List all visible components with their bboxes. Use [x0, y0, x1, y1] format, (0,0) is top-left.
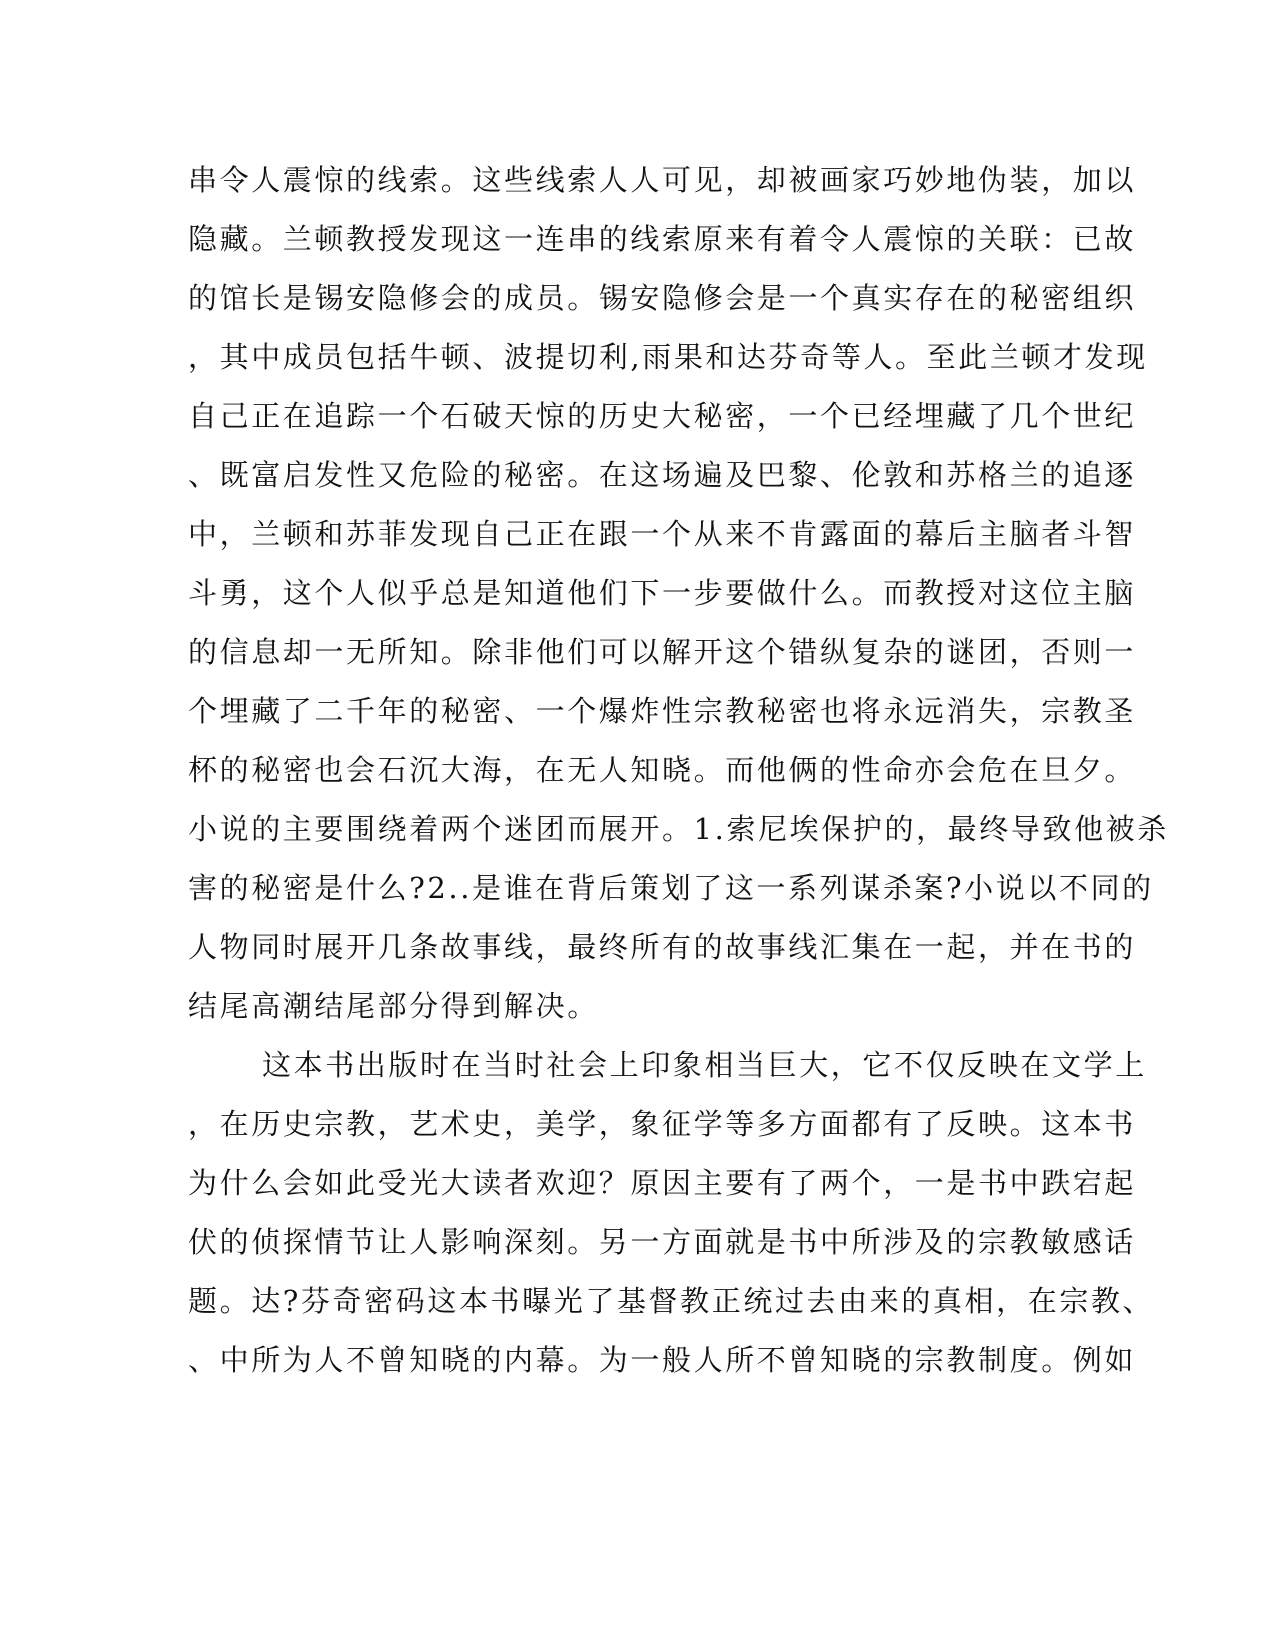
text-line: 题。达?芬奇密码这本书曝光了基督教正统过去由来的真相，在宗教、: [188, 1284, 1155, 1318]
text-line: 为什么会如此受光大读者欢迎？原因主要有了两个，一是书中跌宕起: [188, 1166, 1137, 1200]
text-line: 隐藏。兰顿教授发现这一连串的线索原来有着令人震惊的关联：已故: [188, 222, 1137, 256]
paragraph-first-line: 这本书出版时在当时社会上印象相当巨大，它不仅反映在文学上: [262, 1048, 1147, 1082]
text-line: 的馆长是锡安隐修会的成员。锡安隐修会是一个真实存在的秘密组织: [188, 281, 1137, 315]
text-line: 串令人震惊的线索。这些线索人人可见，却被画家巧妙地伪装，加以: [188, 163, 1137, 197]
text-line: 中，兰顿和苏菲发现自己正在跟一个从来不肯露面的幕后主脑者斗智: [188, 517, 1137, 551]
text-line: 伏的侦探情节让人影响深刻。另一方面就是书中所涉及的宗教敏感话: [188, 1225, 1137, 1259]
text-line: 杯的秘密也会石沉大海，在无人知晓。而他俩的性命亦会危在旦夕。: [188, 753, 1137, 787]
text-line: ，在历史宗教，艺术史，美学，象征学等多方面都有了反映。这本书: [188, 1107, 1137, 1141]
text-line: 小说的主要围绕着两个迷团而展开。1.索尼埃保护的，最终导致他被杀: [188, 812, 1169, 846]
text-line: 人物同时展开几条故事线，最终所有的故事线汇集在一起，并在书的: [188, 930, 1137, 964]
text-line: 结尾高潮结尾部分得到解决。: [188, 989, 599, 1023]
text-line: ，其中成员包括牛顿、波提切利,雨果和达芬奇等人。至此兰顿才发现: [188, 340, 1148, 374]
text-line: 的信息却一无所知。除非他们可以解开这个错纵复杂的谜团，否则一: [188, 635, 1137, 669]
text-line: 自己正在追踪一个石破天惊的历史大秘密，一个已经埋藏了几个世纪: [188, 399, 1137, 433]
text-line: 个埋藏了二千年的秘密、一个爆炸性宗教秘密也将永远消失，宗教圣: [188, 694, 1137, 728]
text-line: 斗勇，这个人似乎总是知道他们下一步要做什么。而教授对这位主脑: [188, 576, 1137, 610]
text-line: 、中所为人不曾知晓的内幕。为一般人所不曾知晓的宗教制度。例如: [188, 1343, 1137, 1377]
text-line: 害的秘密是什么?2..是谁在背后策划了这一系列谋杀案?小说以不同的: [188, 871, 1154, 905]
text-line: 、既富启发性又危险的秘密。在这场遍及巴黎、伦敦和苏格兰的追逐: [188, 458, 1137, 492]
